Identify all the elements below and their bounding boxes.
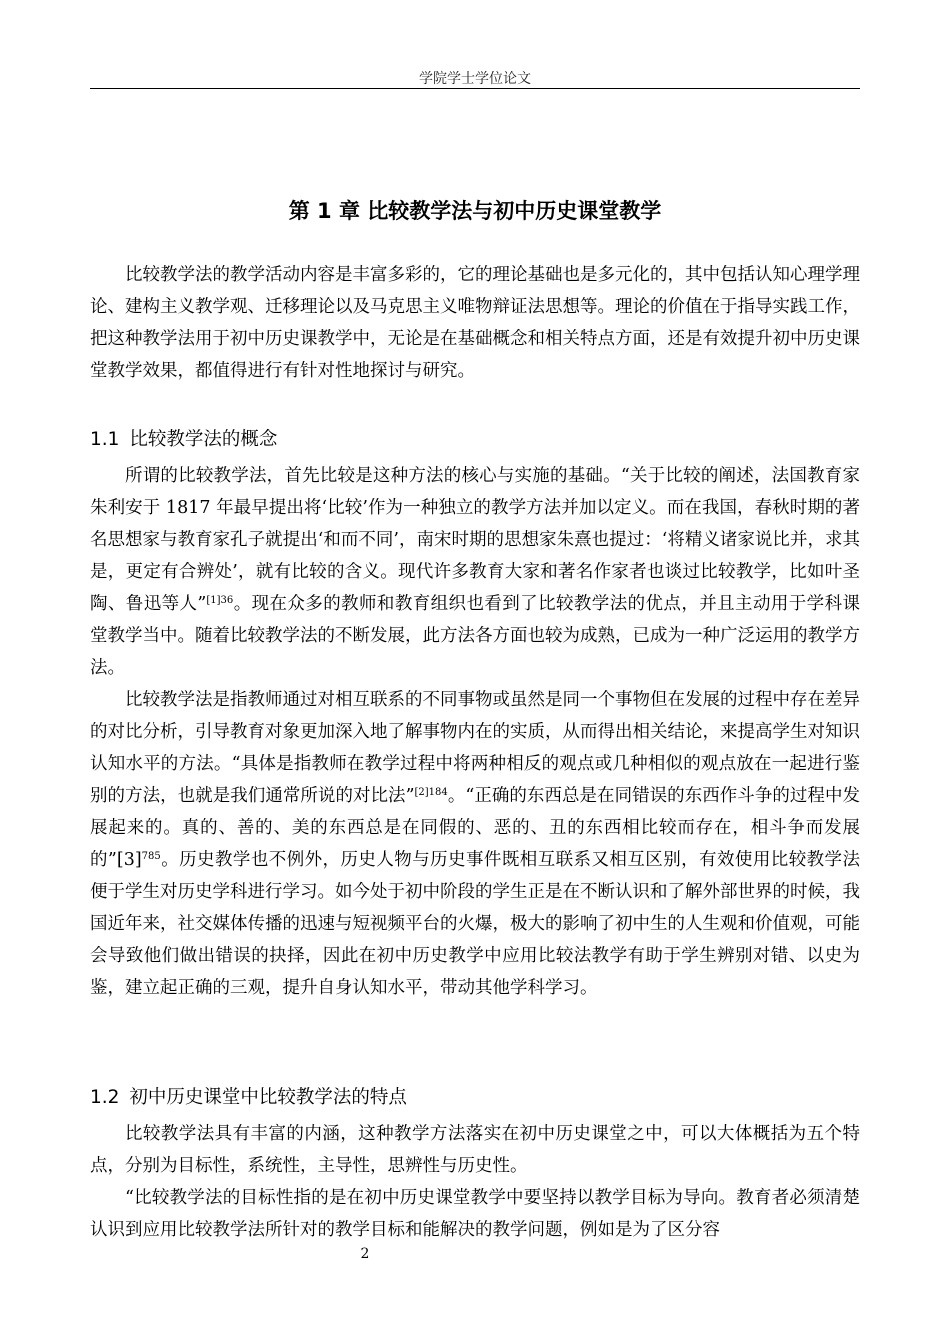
section-number: 1.1 — [90, 429, 120, 450]
body-paragraph: 比较教学法具有丰富的内涵，这种教学方法落实在初中历史课堂之中，可以大体概括为五个特点，分别为目标性，系统性，主导性，思辨性与历史性。 — [90, 1124, 860, 1176]
citation-superscript: 785 — [141, 851, 161, 862]
body-paragraph: “比较教学法的目标性指的是在初中历史课堂教学中要坚持以教学目标为导向。教育者必须清楚认识到应用比较教学法所针对的教学目标和能解决的教学问题，例如是为了区分容 — [90, 1188, 860, 1240]
paragraph-text: 。历史教学也不例外，历史人物与历史事件既相互联系又相互区别，有效使用比较教学法便于学生对历史学科进行学习。如今处于初中阶段的学生正是在不断认识和了解外部世界的时候，我国近年来，社交媒体传播的迅速与短视频平台的火爆，极大的影响了初中生的人生观和价值观，可能会导致他们做出错误的抉择，因此在初中历史教学中应用比较法教学有助于学生辨别对错、以史为鉴，建立起正确的三观，提升自身认知水平，带动其他学科学习。 — [90, 850, 860, 998]
citation-superscript: [2]184 — [414, 787, 448, 798]
paragraph-text: 所谓的比较教学法，首先比较是这种方法的核心与实施的基础。“关于比较的阐述，法国教育家朱利安于 1817 年最早提出将‘比较’作为一种独立的教学方法并加以定义。而在我国，春秋时期的著名思想家与教育家孔子就提出‘和而不同’，南宋时期的思想家朱熹也提过：‘将精义诸家说比并，求其是，更定有合辨处’，就有比较的含义。现代许多教育大家和著名作家者也谈过比较教学，比如叶圣陶、鲁迅等人” — [90, 466, 860, 614]
header-rule — [90, 88, 860, 89]
paragraph-text: 。现在众多的教师和教育组织也看到了比较教学法的优点，并且主动用于学科课堂教学当中。随着比较教学法的不断发展，此方法各方面也较为成熟，已成为一种广泛运用的教学方法。 — [90, 594, 860, 678]
paragraph-text: 比较教学法是指教师通过对相互联系的不同事物或虽然是同一个事物但在发展的过程中存在差异的对比分析，引导教育对象更加深入地了解事物内在的实质，从而得出相关结论，来提高学生对知识认知水平的方法。“具体是指教师在教学过程中将两种相反的观点或几种相似的观点放在一起进行鉴别的方法，也就是我们通常所说的对比法” — [90, 690, 860, 806]
page-number: 2 — [360, 1246, 370, 1262]
intro-paragraph: 比较教学法的教学活动内容是丰富多彩的，它的理论基础也是多元化的，其中包括认知心理学理论、建构主义教学观、迁移理论以及马克思主义唯物辩证法思想等。理论的价值在于指导实践工作，把这种教学法用于初中历史课教学中，无论是在基础概念和相关特点方面，还是有效提升初中历史课堂教学效果，都值得进行有针对性地探讨与研究。 — [90, 265, 860, 381]
body-paragraph — [90, 460, 860, 684]
section-heading-1-1 — [90, 425, 860, 451]
chapter-title: 第 1 章 比较教学法与初中历史课堂教学 — [288, 199, 662, 223]
body-paragraph — [90, 684, 860, 1004]
section-number: 1.2 — [90, 1087, 120, 1108]
citation-superscript: [1]36 — [206, 595, 234, 606]
paragraph-text: 。“正确的东西总是在同错误的东西作斗争的过程中发展起来的。真的、善的、美的东西总是在同假的、恶的、丑的东西相比较而存在，相斗争而发展的”[3] — [90, 786, 860, 870]
running-header: 学院学士学位论文 — [419, 71, 531, 87]
section-heading-1-2 — [90, 1083, 860, 1109]
section-title: 初中历史课堂中比较教学法的特点 — [129, 1087, 407, 1108]
section-title: 比较教学法的概念 — [129, 429, 278, 450]
